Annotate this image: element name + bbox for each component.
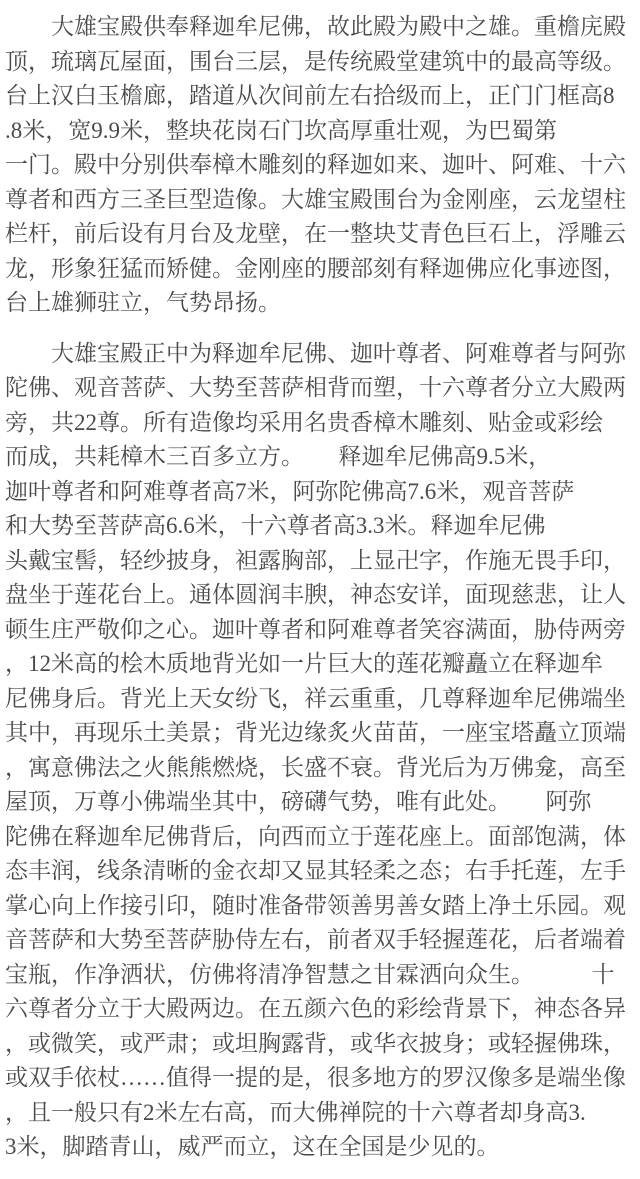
text-line: 大雄宝殿正中为释迦牟尼佛、迦叶尊者、阿难尊者与阿弥 bbox=[5, 340, 626, 366]
text-line: 栏杆，前后设有月台及龙壁，在一整块艾青色巨石上，浮雕云 bbox=[5, 221, 626, 246]
text-line: 屋顶，万尊小佛端坐其中，磅礴气势，唯有此处。 阿弥 bbox=[5, 789, 592, 814]
text-line: ，寓意佛法之火熊熊燃烧，长盛不衰。背光后为万佛龛，高至 bbox=[5, 754, 626, 780]
paragraph-hall-architecture bbox=[5, 10, 635, 321]
text-line: 盘坐于莲花台上。通体圆润丰腴，神态安详，面现慈悲，让人 bbox=[5, 582, 626, 607]
text-line: 或双手依杖……值得一提的是，很多地方的罗汉像多是端坐像 bbox=[5, 1065, 626, 1090]
text-line: 六尊者分立于大殿两边。在五颜六色的彩绘背景下，神态各异 bbox=[5, 996, 626, 1021]
text-line: 顶，琉璃瓦屋面，围台三层，是传统殿堂建筑中的最高等级。 bbox=[5, 48, 626, 74]
text-line: 陀佛、观音菩萨、大势至菩萨相背而塑，十六尊者分立大殿两 bbox=[5, 375, 626, 400]
text-line: 头戴宝髻，轻纱披身，袒露胸部，上显卍字，作施无畏手印， bbox=[5, 547, 626, 573]
text-line: 而成，共耗樟木三百多立方。 释迦牟尼佛高9.5米， bbox=[5, 444, 552, 469]
text-line: 陀佛在释迦牟尼佛背后，向西而立于莲花座上。面部饱满，体 bbox=[5, 823, 626, 849]
text-line: .8米，宽9.9米，整块花岗石门坎高厚重壮观，为巴蜀第 bbox=[5, 117, 557, 143]
text-line: 尼佛身后。背光上天女纷飞，祥云重重，几尊释迦牟尼佛端坐 bbox=[5, 685, 626, 711]
text-line: 尊者和西方三圣巨型造像。大雄宝殿围台为金刚座，云龙望柱 bbox=[5, 186, 626, 212]
text-line: 大雄宝殿供奉释迦牟尼佛，故此殿为殿中之雄。重檐庑殿 bbox=[5, 14, 626, 39]
text-line: 3米，脚踏青山，威严而立，这在全国是少见的。 bbox=[5, 1134, 500, 1159]
paragraph-statues bbox=[5, 337, 635, 1165]
text-line: 迦叶尊者和阿难尊者高7米，阿弥陀佛高7.6米，观音菩萨 bbox=[5, 478, 575, 504]
text-line: 台上汉白玉檐廊，踏道从次间前左右拾级而上，正门门框高8 bbox=[5, 83, 615, 108]
text-line: ，或微笑，或严肃；或坦胸露背，或华衣披身；或轻握佛珠， bbox=[5, 1030, 626, 1056]
text-line: 宝瓶，作净洒状，仿佛将清净智慧之甘霖洒向众生。 十 bbox=[5, 961, 615, 987]
text-line: ，12米高的桧木质地背光如一片巨大的莲花瓣矗立在释迦牟 bbox=[5, 651, 603, 676]
text-line: 音菩萨和大势至菩萨胁侍左右，前者双手轻握莲花，后者端着 bbox=[5, 927, 626, 952]
text-line: 态丰润，线条清晰的金衣却又显其轻柔之态；右手托莲，左手 bbox=[5, 858, 626, 883]
text-line: 和大势至菩萨高6.6米，十六尊者高3.3米。释迦牟尼佛 bbox=[5, 513, 546, 538]
text-line: 其中，再现乐土美景；背光边缘炙火苗苗，一座宝塔矗立顶端 bbox=[5, 720, 626, 745]
text-line: 一门。殿中分别供奉樟木雕刻的释迦如来、迦叶、阿难、十六 bbox=[5, 152, 626, 177]
text-line: ，且一般只有2米左右高，而大佛禅院的十六尊者却身高3. bbox=[5, 1099, 586, 1125]
text-line: 旁，共22尊。所有造像均采用名贵香樟木雕刻、贴金或彩绘 bbox=[5, 409, 603, 435]
text-line: 台上雄狮驻立，气势昂扬。 bbox=[5, 290, 281, 315]
text-line: 顿生庄严敬仰之心。迦叶尊者和阿难尊者笑容满面，胁侍两旁 bbox=[5, 616, 626, 642]
text-line: 掌心向上作接引印，随时准备带领善男善女踏上净土乐园。观 bbox=[5, 892, 626, 918]
text-line: 龙，形象狂猛而矫健。金刚座的腰部刻有释迦佛应化事迹图， bbox=[5, 255, 626, 281]
